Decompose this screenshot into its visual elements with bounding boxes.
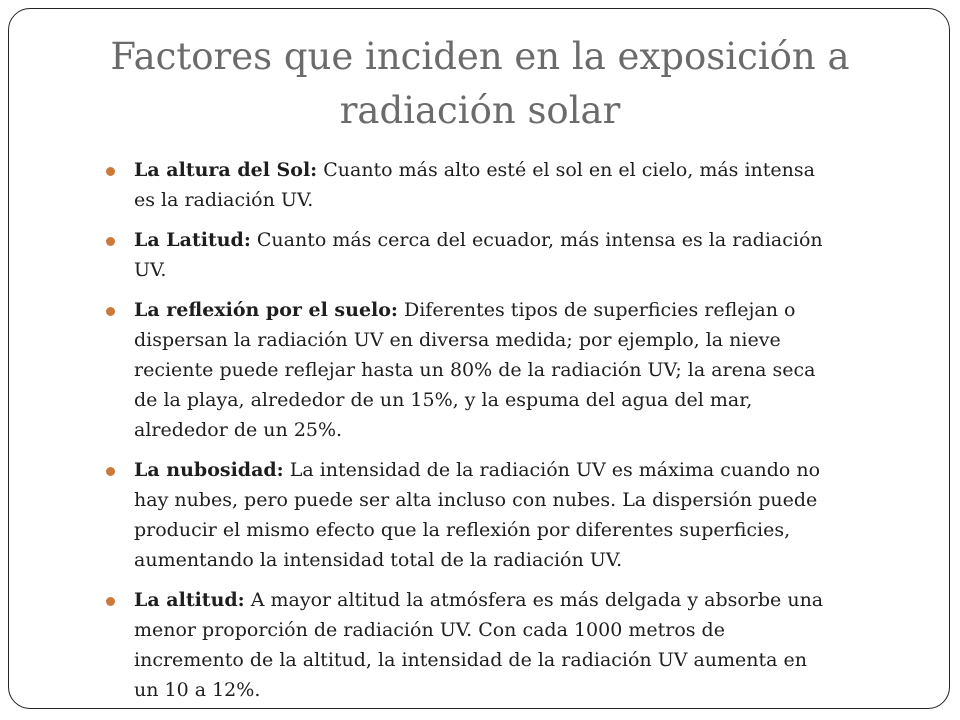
bullet-text: Cuanto más alto esté el sol en el cielo, más intensa es la radiación UV. <box>134 159 815 211</box>
bullet-dot-icon <box>106 467 115 476</box>
bullet-text: A mayor altitud la atmósfera es más delgada y absorbe una menor proporción de radiación UV. Con cada 1000 metros de incremento de la altitud, la intensidad de la radiación UV aumenta en un 10 a 12%. <box>134 589 824 701</box>
bullet-text: La intensidad de la radiación UV es máxima cuando no hay nubes, pero puede ser alta incluso con nubes. La dispersión puede producir el mismo efecto que la reflexión por diferentes superficies, aumentando la intensidad total de la radiación UV. <box>134 459 821 571</box>
bullet-term: La nubosidad: <box>134 459 284 481</box>
bullet-dot-icon <box>106 307 115 316</box>
bullet-list <box>104 155 824 715</box>
bullet-item-latitude <box>104 225 824 285</box>
bullet-term: La altitud: <box>134 589 245 611</box>
bullet-dot-icon <box>106 237 115 246</box>
bullet-item-sun-height <box>104 155 824 215</box>
slide-title: Factores que inciden en la exposición a radiación solar <box>110 35 850 132</box>
bullet-term: La reflexión por el suelo: <box>134 299 398 321</box>
bullet-term: La altura del Sol: <box>134 159 318 181</box>
bullet-text: Cuanto más cerca del ecuador, más intensa es la radiación UV. <box>134 229 823 281</box>
bullet-item-altitude <box>104 585 824 705</box>
bullet-dot-icon <box>106 597 115 606</box>
bullet-text: Diferentes tipos de superficies reflejan o dispersan la radiación UV en diversa medida; por ejemplo, la nieve reciente puede reflejar hasta un 80% de la radiación UV; la arena seca de la playa, alrededor de un 15%, y la espuma del agua del mar, alrededor de un 25%. <box>134 299 816 441</box>
bullet-term: La Latitud: <box>134 229 251 251</box>
bullet-item-cloudiness <box>104 455 824 575</box>
bullet-dot-icon <box>106 167 115 176</box>
bullet-item-ground-reflection <box>104 295 824 445</box>
